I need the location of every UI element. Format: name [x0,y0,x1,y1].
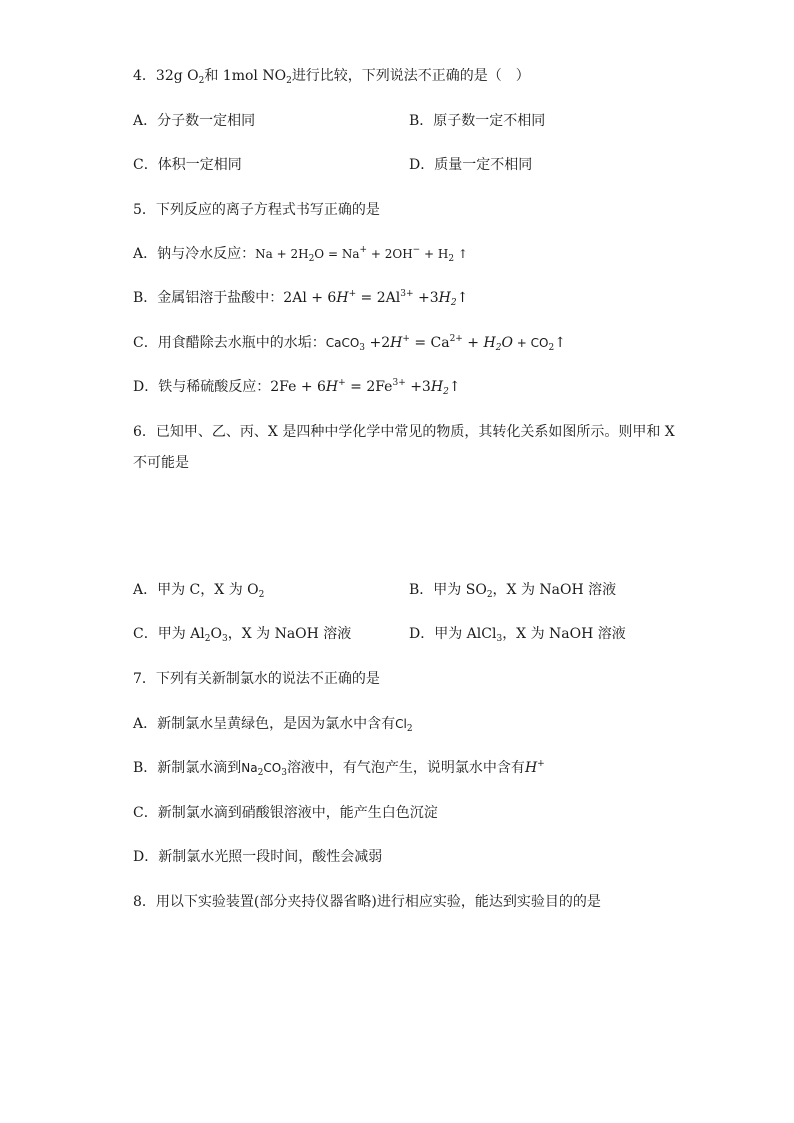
subscript: 3 [281,768,287,778]
eq-part: = 2Al [356,290,401,306]
q7-option-b [133,758,545,778]
formula: CO [263,761,282,775]
eq-part: + H [420,247,449,261]
eq-part: +3 [413,290,439,306]
eq-part: = 2Fe [345,379,393,395]
q4-option-d: D．质量一定不相同 [409,157,533,173]
subscript: 2 [448,254,455,264]
question-8-stem: 8．用以下实验装置(部分夹持仪器省略)进行相应实验，能达到实验目的的是 [133,894,601,910]
eq-italic: H [438,290,451,306]
q6-option-c [133,624,351,644]
q7-option-d: D．新制氯水光照一段时间，酸性会减弱 [133,849,383,865]
question-6-stem-line1: 6．已知甲、乙、丙、X 是四种中学化学中常见的物质，其转化关系如图所示。则甲和 X [133,424,675,440]
opt-part: A．新制氯水呈黄绿色，是因为氯水中含有 [133,716,396,732]
eq-italic: H [325,379,339,395]
q5-option-b [133,288,468,308]
q5-c-label: C．用食醋除去水瓶中的水垢： [133,335,326,351]
q5-d-label: D．铁与稀硫酸反应： [133,379,271,395]
eq-italic: H [336,290,349,306]
subscript: 2 [204,634,211,644]
question-5-stem: 5．下列反应的离子方程式书写正确的是 [133,202,380,218]
subscript: 2 [443,387,449,397]
opt-part: ，X 为 NaOH 溶液 [227,626,352,642]
formula: Na [241,761,258,775]
eq-part: CaCO [325,336,360,350]
opt-part: ，X 为 NaOH 溶液 [492,582,617,598]
q6-option-a [133,580,264,600]
subscript: 2 [495,343,502,353]
subscript: 2 [548,343,555,353]
eq-part: + [462,335,484,351]
superscript: + [338,378,346,388]
q5-option-d [133,377,461,397]
q4-stem-part: 进行比较，下列说法不正确的是（ ） [291,68,530,84]
subscript: 2 [486,590,493,600]
eq-part: 2Fe + 6 [270,379,326,395]
opt-part: O [210,626,222,642]
q4-option-b: B．原子数一定不相同 [409,113,546,129]
opt-part: B．新制氯水滴到 [133,760,242,776]
eq-part: +3 [405,379,431,395]
subscript: 2 [257,768,264,778]
gas-arrow: ↑ [448,379,461,395]
subscript: 2 [450,298,457,308]
formula: Cl [395,717,407,731]
subscript: 3 [221,634,228,644]
q4-stem-part: 和 1mol NO [204,68,287,84]
q5-a-label: A．钠与冷水反应： [133,246,256,262]
subscript: 2 [308,254,315,264]
q7-option-a [133,714,413,734]
q4-option-a: A．分子数一定相同 [133,113,256,129]
superscript: 3+ [392,378,406,388]
q5-a-equation [255,245,468,264]
subscript: 2 [406,724,413,734]
question-4-stem [133,66,530,86]
eq-part: 2Al + 6 [283,290,337,306]
q4-stem-part: 4．32g O [133,68,199,84]
opt-part: ，X 为 NaOH 溶液 [502,626,626,642]
eq-italic: H [390,335,403,351]
gas-arrow: ↑ [454,247,468,261]
q5-b-label: B．金属铝溶于盐酸中： [133,290,284,306]
eq-italic: O [501,335,513,351]
q6-option-d [409,624,626,644]
q4-option-c: C．体积一定相同 [133,157,242,173]
superscript: + [348,289,357,299]
gas-arrow: ↑ [554,335,566,351]
opt-part: C．甲为 Al [133,626,205,642]
opt-part: A．甲为 C，X 为 O [133,582,259,598]
subscript: 3 [496,634,503,644]
subscript: 2 [258,590,265,600]
superscript: + [359,245,368,255]
eq-part: O = Na [314,247,360,261]
question-6-stem-line2: 不可能是 [133,455,189,471]
q6-option-b [409,580,616,600]
superscript: − [412,245,421,255]
q5-option-a [133,244,468,264]
superscript: 2+ [449,334,463,344]
q7-option-c: C．新制氯水滴到硝酸银溶液中，能产生白色沉淀 [133,805,438,821]
opt-part: B．甲为 SO [409,582,487,598]
eq-part: + CO [512,336,549,350]
q4-subscript: 2 [286,76,292,86]
q5-option-c [133,333,566,353]
eq-italic: H [524,760,538,776]
eq-part: Na + 2H [255,247,309,261]
q4-subscript: 2 [198,76,205,86]
question-7-stem: 7．下列有关新制氯水的说法不正确的是 [133,671,380,687]
superscript: + [537,759,545,769]
eq-part: +2 [365,335,391,351]
gas-arrow: ↑ [456,290,469,306]
eq-part: + 2OH [367,247,413,261]
superscript: 3+ [400,289,414,299]
subscript: 3 [359,343,366,353]
eq-italic: H [483,335,496,351]
superscript: + [402,334,410,344]
eq-italic: H [430,379,444,395]
opt-part: D．甲为 AlCl [409,626,497,642]
opt-part: 溶液中，有气泡产生，说明氯水中含有 [286,760,525,776]
eq-part: = Ca [409,335,450,351]
